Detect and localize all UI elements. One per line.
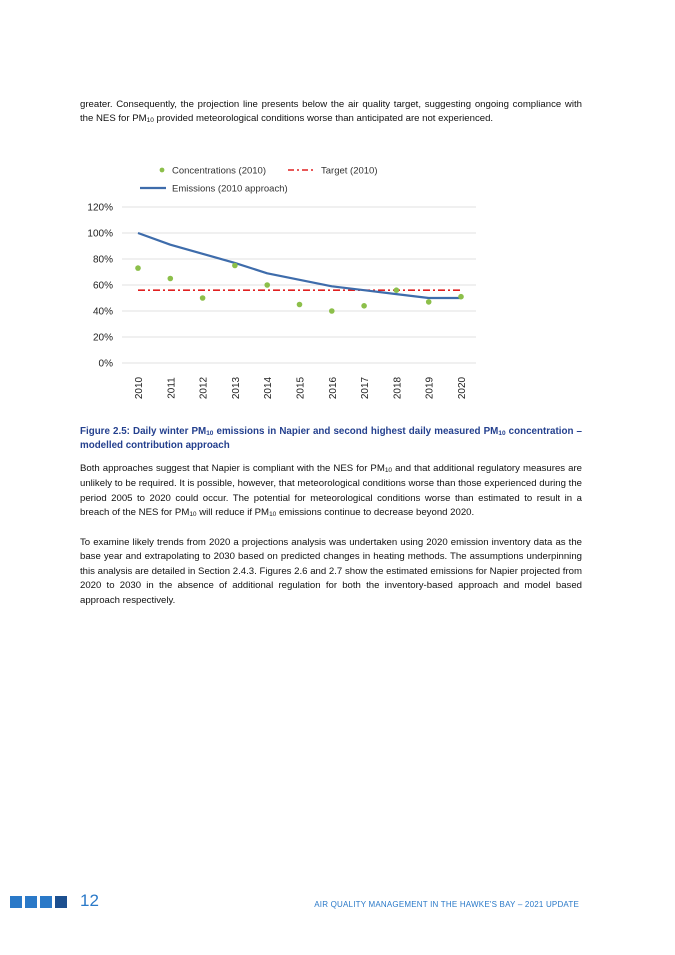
- approaches-subscript-1: 10: [384, 467, 393, 474]
- caption-subscript-2: 10: [498, 430, 506, 437]
- caption-subscript-1: 10: [206, 430, 214, 437]
- chart-legend: [140, 166, 378, 195]
- approaches-text-1: Both approaches suggest that Napier is compliant with the NES for PM: [80, 463, 385, 474]
- caption-part-3: concentration – modelled contribution approach: [80, 426, 582, 451]
- intro-text-2: provided meteorological conditions worse than anticipated are not experienced.: [153, 113, 494, 125]
- approaches-paragraph: [80, 462, 582, 522]
- footer-square: [10, 896, 22, 908]
- approaches-text-2: and that additional regulatory measures are unlikely to be required. It is possible, however, that meteorological conditions worse than those experienced during the period 2005 to 2020 could occur. The potential for meteorological conditions worse than estimated to result in a breach of the NES for PM: [80, 463, 582, 519]
- y-tick-label: 80%: [92, 254, 113, 266]
- y-tick-label: 20%: [92, 332, 113, 344]
- intro-text-1: greater. Consequently, the projection line presents below the air quality target, suggesting ongoing compliance with the NES for PM: [80, 99, 582, 125]
- concentration-point: [458, 294, 464, 300]
- chart-x-axis: [134, 376, 468, 399]
- concentration-point: [168, 276, 174, 282]
- legend-marker-concentrations: [160, 168, 165, 173]
- trends-paragraph: To examine likely trends from 2020 a projections analysis was undertaken using 2020 emission inventory data as the base year and extrapolating to 2030 based on predicted changes in heating methods. The assumptions underpinning this analysis are detailed in Section 2.4.3. Figures 2.6 and 2.7 show the estimated emissions for Napier projected from 2020 to 2030 in the absence of additional regulation for both the inventory-based approach and model based approach respectively.: [80, 537, 582, 606]
- emissions-line: [138, 233, 461, 298]
- x-tick-label: 2014: [263, 376, 275, 400]
- legend-label-concentrations: Concentrations (2010): [172, 165, 266, 177]
- footer-square: [40, 896, 52, 908]
- footer-title: AIR QUALITY MANAGEMENT IN THE HAWKE'S BAY – 2021 UPDATE: [314, 900, 579, 909]
- chart-series: [135, 233, 464, 314]
- approaches-subscript-3: 10: [269, 511, 277, 519]
- x-tick-label: 2019: [424, 376, 436, 400]
- figure-caption: [80, 425, 582, 452]
- concentration-point: [264, 282, 270, 288]
- concentration-point: [329, 308, 335, 314]
- approaches-text-4: emissions continue to decrease beyond 2020.: [276, 507, 475, 519]
- y-tick-label: 40%: [92, 306, 113, 318]
- y-tick-label: 120%: [87, 202, 113, 214]
- concentration-point: [135, 265, 141, 271]
- approaches-text-3: will reduce if PM: [196, 507, 270, 519]
- x-tick-label: 2010: [134, 376, 145, 400]
- caption-part-2: emissions in Napier and second highest daily measured PM: [213, 426, 499, 437]
- x-tick-label: 2018: [392, 376, 404, 400]
- concentration-point: [200, 295, 206, 301]
- emissions-chart: [70, 150, 490, 420]
- x-tick-label: 2020: [457, 376, 468, 400]
- concentration-point: [232, 263, 238, 269]
- caption-part-1: Figure 2.5: Daily winter PM: [80, 426, 207, 437]
- page-number: 12: [80, 891, 99, 910]
- concentration-point: [394, 287, 400, 293]
- footer-square: [25, 896, 37, 908]
- x-tick-label: 2015: [295, 376, 307, 400]
- concentration-point: [426, 299, 432, 305]
- footer-squares: [10, 896, 67, 908]
- legend-label-emissions: Emissions (2010 approach): [172, 183, 288, 195]
- x-tick-label: 2017: [360, 376, 372, 400]
- concentration-point: [361, 303, 367, 309]
- concentration-point: [297, 302, 303, 308]
- y-tick-label: 100%: [87, 228, 113, 240]
- x-tick-label: 2013: [230, 376, 242, 400]
- chart-gridlines: [122, 207, 476, 363]
- chart-y-axis: [87, 203, 113, 370]
- y-tick-label: 0%: [98, 358, 113, 370]
- x-tick-label: 2016: [327, 376, 339, 400]
- legend-label-target: Target (2010): [321, 165, 378, 177]
- approaches-subscript-2: 10: [189, 511, 197, 519]
- y-tick-label: 60%: [92, 280, 113, 292]
- intro-paragraph: [80, 98, 582, 128]
- x-tick-label: 2011: [166, 377, 178, 399]
- footer-square: [55, 896, 67, 908]
- x-tick-label: 2012: [198, 376, 210, 400]
- intro-subscript: 10: [146, 117, 154, 125]
